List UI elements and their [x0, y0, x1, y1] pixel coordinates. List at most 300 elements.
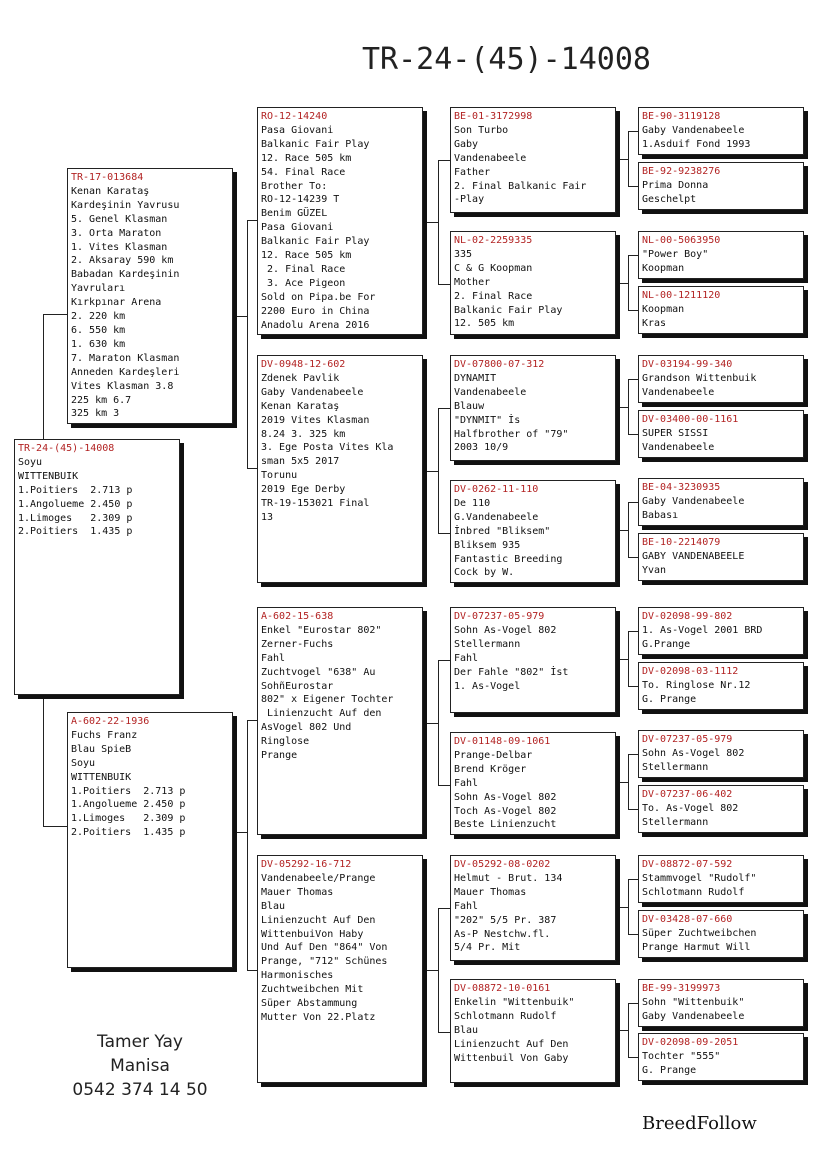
- box-line: Benim GÜZEL: [261, 208, 328, 220]
- box-line: 2019 Vites Klasman: [261, 414, 370, 426]
- box-line: 1. As-Vogel 2001 BRD: [642, 624, 763, 636]
- box-line: Prange, "712" Schünes: [261, 956, 388, 968]
- box-line: 12. Race 505 km: [261, 152, 352, 164]
- box-line: Vandenabeele/Prange: [261, 872, 376, 884]
- ring-number: NL-02-2259335: [454, 235, 533, 246]
- ring-number: DV-0262-11-110: [454, 484, 539, 495]
- box-line: 12. Race 505 km: [261, 250, 352, 262]
- box-lines: [261, 624, 419, 763]
- box-line: GABY VANDENABEELE: [642, 550, 745, 562]
- box-lines: [642, 1050, 800, 1078]
- connector-line: [233, 316, 247, 317]
- box-line: Bliksem 935: [454, 539, 521, 551]
- box-lines: [18, 456, 176, 539]
- box-line: Koopman: [642, 262, 685, 274]
- box-line: Tochter "555": [642, 1050, 721, 1062]
- pedigree-box-gen2: [257, 355, 423, 583]
- box-line: 1.Limoges 2.309 p: [18, 512, 133, 524]
- box-line: Wittenbuil Von Gaby: [454, 1052, 569, 1064]
- pedigree-box-gen2: [257, 607, 423, 835]
- connector-line: [628, 255, 629, 310]
- box-line: Zdenek Pavlik: [261, 372, 340, 384]
- box-line: Kırkpınar Arena: [71, 297, 162, 309]
- box-line: Torunu: [261, 470, 298, 482]
- connector-line: [616, 659, 628, 660]
- box-line: WittenbuiVon Haby: [261, 928, 364, 940]
- box-lines: [642, 624, 800, 652]
- box-line: Yavruları: [71, 283, 126, 295]
- ring-number: TR-24-(45)-14008: [18, 443, 115, 454]
- box-line: 3. Orta Maraton: [71, 227, 162, 239]
- pedigree-box-gen4: [638, 478, 804, 526]
- box-line: Stellermann: [642, 816, 709, 828]
- connector-line: [616, 407, 628, 408]
- box-line: Anadolu Arena 2016: [261, 319, 370, 331]
- box-line: "Power Boy": [642, 248, 709, 260]
- box-line: Zuchtweibchen Mit: [261, 984, 364, 996]
- signature-city: Manisa: [110, 1056, 170, 1076]
- ring-number: BE-92-9238276: [642, 166, 721, 177]
- box-line: G. Prange: [642, 693, 697, 705]
- connector-line: [438, 908, 450, 909]
- box-line: Mother: [454, 276, 491, 288]
- box-line: Gaby Vandenabeele: [642, 124, 745, 136]
- box-lines: [454, 497, 612, 580]
- box-line: SohñEurostar: [261, 680, 334, 692]
- box-line: De 110: [454, 497, 491, 509]
- ring-number: BE-99-3199973: [642, 983, 721, 994]
- box-line: Prange-Delbar: [454, 749, 533, 761]
- box-line: Mutter Von 22.Platz: [261, 1011, 376, 1023]
- connector-line: [628, 434, 638, 435]
- box-line: Anneden Kardeşleri: [71, 366, 180, 378]
- connector-line: [43, 314, 67, 315]
- box-line: Stellermann: [642, 761, 709, 773]
- box-line: Beste Linienzucht: [454, 819, 557, 831]
- connector-line: [43, 826, 67, 827]
- box-line: G. Prange: [642, 1064, 697, 1076]
- box-line: Yvan: [642, 564, 667, 576]
- box-line: Linienzucht Auf den: [261, 708, 382, 720]
- connector-line: [438, 908, 439, 1032]
- ring-number: A-602-22-1936: [71, 716, 150, 727]
- brand-logo-text: BreedFollow: [642, 1113, 757, 1134]
- connector-line: [628, 686, 638, 687]
- ring-number: DV-07800-07-312: [454, 359, 545, 370]
- box-line: 1.Poitiers 2.713 p: [18, 484, 133, 496]
- box-line: To. Ringlose Nr.12: [642, 679, 751, 691]
- box-lines: [642, 372, 800, 400]
- pedigree-box-gen4: [638, 662, 804, 710]
- box-line: Blau SpieB: [71, 743, 132, 755]
- box-line: Gaby Vandenabeele: [261, 386, 364, 398]
- box-line: Babadan Kardeşinin: [71, 269, 180, 281]
- box-line: Harmonisches: [261, 970, 334, 982]
- ring-number: BE-04-3230935: [642, 482, 721, 493]
- connector-line: [247, 220, 257, 221]
- box-line: Sohn "Wittenbuik": [642, 996, 745, 1008]
- connector-line: [628, 754, 629, 809]
- box-line: Gaby: [454, 138, 479, 150]
- box-line: 2. Final Race: [261, 263, 346, 275]
- box-lines: [642, 124, 800, 152]
- box-line: Blauw: [454, 400, 485, 412]
- ring-number: RO-12-14240: [261, 111, 328, 122]
- connector-line: [247, 970, 257, 971]
- box-line: 2200 Euro in China: [261, 305, 370, 317]
- box-line: WITTENBUIK: [18, 470, 79, 482]
- box-line: 3. Ace Pigeon: [261, 277, 346, 289]
- box-line: Kras: [642, 317, 667, 329]
- box-line: Blau: [454, 1024, 479, 1036]
- connector-line: [628, 186, 638, 187]
- ring-number: DV-02098-99-802: [642, 611, 733, 622]
- ring-number: DV-05292-16-712: [261, 859, 352, 870]
- connector-line: [628, 131, 638, 132]
- box-line: 2003 10/9: [454, 442, 509, 454]
- box-lines: [261, 124, 419, 333]
- box-line: SUPER SISSI: [642, 427, 709, 439]
- box-line: 13: [261, 511, 274, 523]
- connector-line: [628, 310, 638, 311]
- box-line: Fahl: [454, 900, 479, 912]
- connector-line: [423, 222, 438, 223]
- box-lines: [261, 372, 419, 525]
- pedigree-box-gen4: [638, 730, 804, 778]
- box-line: Soyu: [18, 456, 43, 468]
- pedigree-box-gen4: [638, 107, 804, 155]
- box-lines: [642, 427, 800, 455]
- box-line: 2. Final Balkanic Fair: [454, 180, 587, 192]
- box-line: 325 km 3: [71, 408, 120, 420]
- connector-line: [628, 934, 638, 935]
- box-line: 6. 550 km: [71, 324, 126, 336]
- pedigree-box-subject: [14, 439, 180, 695]
- box-line: Toch As-Vogel 802: [454, 805, 557, 817]
- connector-line: [628, 502, 638, 503]
- connector-line: [628, 379, 629, 434]
- box-line: "DYNMIT" İs: [454, 414, 521, 426]
- ring-number: DV-08872-10-0161: [454, 983, 551, 994]
- box-line: sman 5x5 2017: [261, 456, 340, 468]
- box-line: Blau: [261, 900, 286, 912]
- box-lines: [454, 624, 612, 694]
- connector-line: [423, 970, 438, 971]
- pedigree-box-gen4: [638, 910, 804, 958]
- ring-number: DV-03194-99-340: [642, 359, 733, 370]
- connector-line: [233, 832, 247, 833]
- signature-block: [60, 1030, 220, 1102]
- connector-line: [616, 782, 628, 783]
- box-line: Fahl: [454, 777, 479, 789]
- connector-line: [438, 160, 439, 284]
- ring-number: DV-02098-03-1112: [642, 666, 739, 677]
- connector-line: [43, 699, 44, 826]
- box-line: Mauer Thomas: [454, 886, 527, 898]
- connector-line: [247, 720, 248, 970]
- pedigree-box-gen3: [450, 355, 616, 461]
- ring-number: NL-00-1211120: [642, 290, 721, 301]
- box-line: Zerner-Fuchs: [261, 638, 334, 650]
- box-line: Kenan Karataş: [261, 400, 340, 412]
- connector-line: [628, 131, 629, 186]
- box-lines: [642, 179, 800, 207]
- box-line: 1. 630 km: [71, 338, 126, 350]
- box-line: WITTENBUIK: [71, 771, 132, 783]
- pedigree-box-gen3: [450, 979, 616, 1083]
- pedigree-box-gen4: [638, 533, 804, 581]
- box-line: Enkel "Eurostar 802": [261, 624, 382, 636]
- connector-line: [628, 1003, 638, 1004]
- box-line: RO-12-14239 T: [261, 194, 340, 206]
- box-line: Mauer Thomas: [261, 886, 334, 898]
- box-line: Süper Zuchtweibchen: [642, 927, 757, 939]
- connector-line: [628, 1057, 638, 1058]
- pedigree-box-gen3: [450, 607, 616, 713]
- connector-line: [628, 631, 629, 686]
- connector-line: [616, 283, 628, 284]
- box-line: G.Prange: [642, 638, 691, 650]
- box-lines: [642, 927, 800, 955]
- box-line: To. As-Vogel 802: [642, 802, 739, 814]
- connector-line: [628, 879, 638, 880]
- box-line: TR-19-153021 Final: [261, 498, 370, 510]
- box-line: Sohn As-Vogel 802: [454, 791, 557, 803]
- box-line: Schlotmann Rudolf: [454, 1010, 557, 1022]
- connector-line: [438, 785, 450, 786]
- box-line: 1.Asduif Fond 1993: [642, 138, 751, 150]
- connector-line: [438, 1032, 450, 1033]
- box-line: Prima Donna: [642, 179, 709, 191]
- ring-number: DV-02098-09-2051: [642, 1037, 739, 1048]
- box-line: G.Vandenabeele: [454, 511, 539, 523]
- connector-line: [423, 471, 438, 472]
- box-line: Father: [454, 166, 491, 178]
- connector-line: [628, 879, 629, 934]
- pedigree-box-gen2: [257, 107, 423, 335]
- connector-line: [438, 660, 450, 661]
- ring-number: DV-05292-08-0202: [454, 859, 551, 870]
- box-lines: [642, 495, 800, 523]
- box-line: "202" 5/5 Pr. 387: [454, 914, 557, 926]
- box-line: Der Fahle "802" İst: [454, 666, 569, 678]
- pedigree-box-gen4: [638, 1033, 804, 1081]
- box-line: Ringlose: [261, 736, 310, 748]
- box-line: 1.Angolueme 2.450 p: [18, 498, 133, 510]
- box-line: Vandenabeele: [454, 152, 527, 164]
- box-line: 225 km 6.7: [71, 394, 132, 406]
- ring-number: NL-00-5063950: [642, 235, 721, 246]
- box-line: Balkanic Fair Play: [454, 304, 563, 316]
- box-line: Prange Harmut Will: [642, 941, 751, 953]
- box-line: Geschelpt: [642, 193, 697, 205]
- box-line: Cock by W.: [454, 567, 515, 579]
- connector-line: [628, 557, 638, 558]
- box-line: Gaby Vandenabeele: [642, 495, 745, 507]
- pedigree-box-gen3: [450, 855, 616, 961]
- connector-line: [43, 314, 44, 439]
- pedigree-box-gen4: [638, 785, 804, 833]
- ring-number: DV-0948-12-602: [261, 359, 346, 370]
- pedigree-box-gen4: [638, 355, 804, 403]
- box-line: 1. Vites Klasman: [71, 241, 168, 253]
- box-line: C & G Koopman: [454, 262, 533, 274]
- box-line: 5. Genel Klasman: [71, 213, 168, 225]
- box-lines: [642, 248, 800, 276]
- box-line: 3. Ege Posta Vites Kla: [261, 442, 394, 454]
- connector-line: [438, 408, 450, 409]
- box-line: Vandenabeele: [454, 386, 527, 398]
- box-lines: [454, 248, 612, 331]
- box-line: Fahl: [261, 652, 286, 664]
- connector-line: [628, 754, 638, 755]
- box-line: Fantastic Breeding: [454, 553, 563, 565]
- ring-number: BE-01-3172998: [454, 111, 533, 122]
- box-line: 2019 Ege Derby: [261, 484, 346, 496]
- ring-number: BE-10-2214079: [642, 537, 721, 548]
- box-line: 2.Poitiers 1.435 p: [18, 526, 133, 538]
- box-line: 7. Maraton Klasman: [71, 352, 180, 364]
- box-line: 335: [454, 248, 473, 260]
- box-lines: [71, 729, 229, 840]
- connector-line: [247, 468, 257, 469]
- box-line: 1. As-Vogel: [454, 680, 521, 692]
- ring-number: BE-90-3119128: [642, 111, 721, 122]
- box-line: İnbred "Bliksem": [454, 525, 551, 537]
- box-line: Vandenabeele: [642, 441, 715, 453]
- box-line: 802" x Eigener Tochter: [261, 694, 394, 706]
- pedigree-box-gen3: [450, 732, 616, 835]
- box-line: 1.Angolueme 2.450 p: [71, 799, 186, 811]
- ring-number: TR-17-013684: [71, 172, 144, 183]
- ring-number: DV-07237-06-402: [642, 789, 733, 800]
- box-line: 2. 220 km: [71, 311, 126, 323]
- box-line: Kardeşinin Yavrusu: [71, 199, 180, 211]
- box-line: Balkanic Fair Play: [261, 236, 370, 248]
- box-line: Enkelin "Wittenbuik": [454, 996, 575, 1008]
- box-lines: [642, 747, 800, 775]
- box-line: Son Turbo: [454, 124, 509, 136]
- pedigree-box-gen4: [638, 231, 804, 279]
- box-line: Und Auf Den "864" Von: [261, 942, 388, 954]
- connector-line: [616, 907, 628, 908]
- box-line: Helmut - Brut. 134: [454, 872, 563, 884]
- box-lines: [261, 872, 419, 1025]
- signature-name: Tamer Yay: [97, 1032, 183, 1052]
- connector-line: [438, 408, 439, 533]
- pedigree-box-gen4: [638, 607, 804, 655]
- ring-number: DV-08872-07-592: [642, 859, 733, 870]
- connector-line: [247, 720, 257, 721]
- ring-number: DV-03400-00-1161: [642, 414, 739, 425]
- ring-number: DV-03428-07-660: [642, 914, 733, 925]
- pedigree-box-gen3: [450, 231, 616, 335]
- box-line: Vandenabeele: [642, 386, 715, 398]
- box-line: As-P Nestchw.fl.: [454, 928, 551, 940]
- connector-line: [628, 631, 638, 632]
- box-lines: [642, 679, 800, 707]
- box-line: Sohn As-Vogel 802: [454, 624, 557, 636]
- box-lines: [642, 550, 800, 578]
- box-line: Sohn As-Vogel 802: [642, 747, 745, 759]
- box-line: Linienzucht Auf Den: [454, 1038, 569, 1050]
- box-line: 54. Final Race: [261, 166, 346, 178]
- box-lines: [454, 749, 612, 832]
- box-line: 1.Poitiers 2.713 p: [71, 785, 186, 797]
- connector-line: [616, 530, 628, 531]
- box-line: Süper Abstammung: [261, 998, 358, 1010]
- box-line: Babası: [642, 509, 679, 521]
- pedigree-box-gen2: [257, 855, 423, 1083]
- connector-line: [438, 284, 450, 285]
- ring-number: DV-07237-05-979: [642, 734, 733, 745]
- connector-line: [628, 255, 638, 256]
- box-line: Prange: [261, 750, 298, 762]
- box-lines: [642, 996, 800, 1024]
- box-line: Brend Kröger: [454, 763, 527, 775]
- box-line: Kenan Karataş: [71, 185, 150, 197]
- ring-number: DV-07237-05-979: [454, 611, 545, 622]
- connector-line: [438, 160, 450, 161]
- box-line: Gaby Vandenabeele: [642, 1010, 745, 1022]
- box-lines: [642, 802, 800, 830]
- box-lines: [454, 372, 612, 455]
- pedigree-box-dam: [67, 712, 233, 968]
- box-line: 2.Poitiers 1.435 p: [71, 827, 186, 839]
- box-line: Schlotmann Rudolf: [642, 886, 745, 898]
- connector-line: [628, 1003, 629, 1057]
- pedigree-box-gen3: [450, 480, 616, 583]
- box-line: 2. Final Race: [454, 290, 533, 302]
- box-line: Grandson Wittenbuik: [642, 372, 757, 384]
- box-line: Vites Klasman 3.8: [71, 380, 174, 392]
- box-lines: [642, 303, 800, 331]
- box-line: Fahl: [454, 652, 479, 664]
- box-lines: [454, 872, 612, 955]
- pedigree-box-gen4: [638, 410, 804, 458]
- connector-line: [628, 379, 638, 380]
- signature-phone: 0542 374 14 50: [72, 1080, 208, 1100]
- connector-line: [438, 533, 450, 534]
- box-line: Zuchtvogel "638" Au: [261, 666, 376, 678]
- box-line: 12. 505 km: [454, 318, 515, 330]
- box-line: -Play: [454, 194, 485, 206]
- box-line: 5/4 Pr. Mit: [454, 942, 521, 954]
- ring-number: A-602-15-638: [261, 611, 334, 622]
- connector-line: [438, 660, 439, 785]
- connector-line: [616, 1030, 628, 1031]
- box-line: Fuchs Franz: [71, 729, 138, 741]
- box-line: Sold on Pipa.be For: [261, 291, 376, 303]
- box-line: Halfbrother of "79": [454, 428, 569, 440]
- box-lines: [642, 872, 800, 900]
- box-line: 2. Aksaray 590 km: [71, 255, 174, 267]
- pedigree-box-gen4: [638, 979, 804, 1027]
- box-lines: [71, 185, 229, 421]
- connector-line: [628, 809, 638, 810]
- pedigree-box-gen4: [638, 162, 804, 210]
- box-line: Stellermann: [454, 638, 521, 650]
- box-line: Balkanic Fair Play: [261, 138, 370, 150]
- box-line: Pasa Giovani: [261, 124, 334, 136]
- pedigree-box-gen4: [638, 286, 804, 334]
- box-lines: [454, 124, 612, 207]
- connector-line: [628, 502, 629, 557]
- box-line: Soyu: [71, 757, 96, 769]
- box-line: Brother To:: [261, 180, 328, 192]
- box-line: Linienzucht Auf Den: [261, 914, 376, 926]
- ring-number: DV-01148-09-1061: [454, 736, 551, 747]
